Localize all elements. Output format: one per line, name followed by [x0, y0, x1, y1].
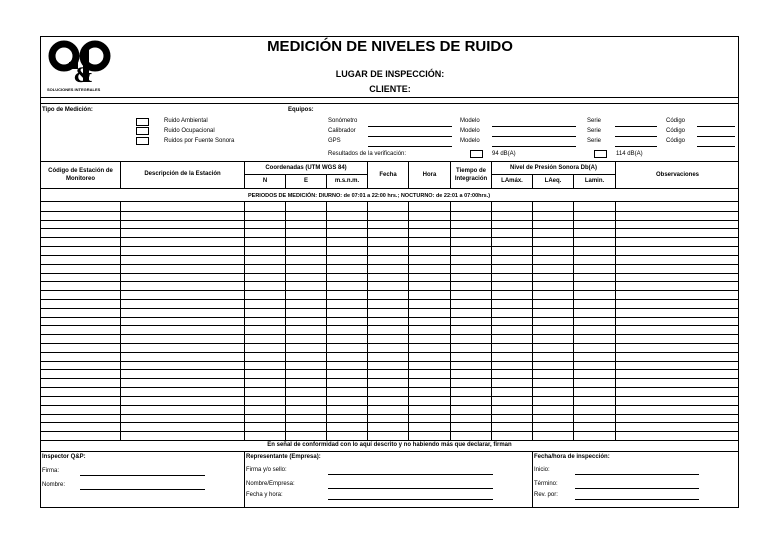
table-column-divider: [120, 202, 121, 440]
serie-label: Serie: [587, 128, 602, 134]
verif-114-label: 114 dB(A): [616, 151, 643, 157]
table-row[interactable]: [40, 334, 739, 335]
table-column-divider: [491, 202, 492, 440]
col-header-nivel: Nivel de Presión Sonora Db(A): [509, 165, 597, 171]
inicio-label: Inicio:: [534, 467, 550, 473]
table-column-divider: [532, 202, 533, 440]
col-header-e: E: [303, 178, 308, 184]
serie-label: Serie: [587, 138, 602, 144]
table-row[interactable]: [40, 246, 739, 247]
col-header-laeq: LAeq.: [544, 178, 562, 184]
conformidad-text: En señal de conformidad con lo aquí descrito y no habiendo más que declarar, firman: [267, 442, 512, 448]
table-row[interactable]: [40, 237, 739, 238]
modelo-field[interactable]: [492, 126, 576, 127]
logo-mark-icon: [47, 40, 115, 84]
table-row[interactable]: [40, 211, 739, 212]
type-label-ocupacional: Ruido Ocupacional: [164, 128, 215, 134]
nombre-label: Nombre:: [42, 482, 66, 488]
table-row[interactable]: [40, 369, 739, 370]
modelo-field[interactable]: [492, 146, 576, 147]
type-label-fuente: Ruidos por Fuente Sonora: [164, 138, 235, 144]
codigo-field[interactable]: [697, 146, 735, 147]
inspector-nombre-field[interactable]: [80, 489, 205, 490]
serie-label: Serie: [587, 118, 602, 124]
table-row[interactable]: [40, 290, 739, 291]
codigo-field[interactable]: [697, 136, 735, 137]
serie-field[interactable]: [615, 146, 657, 147]
codigo-label: Código: [666, 118, 686, 124]
verif-94-label: 94 dB(A): [492, 151, 516, 157]
page-title: MEDICIÓN DE NIVELES DE RUIDO: [267, 38, 513, 55]
calibrador-field[interactable]: [368, 136, 452, 137]
nombre-empresa-label: Nombre/Empresa:: [246, 481, 295, 487]
periodos-medicion: PERIODOS DE MEDICIÓN: DIURNO: de 07:01 a 22:00 hrs.; NOCTURNO: de 22:01 a 07:00hrs.): [248, 193, 491, 199]
table-column-divider: [285, 202, 286, 440]
col-header-lamin: Lamin.: [584, 178, 605, 184]
modelo-field[interactable]: [492, 136, 576, 137]
firma-sello-label: Firma y/o sello:: [246, 467, 287, 473]
table-row[interactable]: [40, 352, 739, 353]
checkbox-114db[interactable]: [594, 150, 607, 158]
equipo-calibrador: Calibrador: [328, 128, 356, 134]
col-header-n: N: [262, 178, 268, 184]
col-header-tiempo: Tiempo de Integración: [454, 168, 488, 182]
table-row[interactable]: [40, 361, 739, 362]
checkbox-ruido-ocupacional[interactable]: [136, 127, 149, 135]
table-row[interactable]: [40, 228, 739, 229]
gps-field[interactable]: [368, 146, 452, 147]
tipo-medicion-label: Tipo de Medición:: [42, 107, 93, 113]
form-sheet: [40, 36, 739, 508]
table-row[interactable]: [40, 281, 739, 282]
codigo-label: Código: [666, 128, 686, 134]
equipo-sonometro: Sonómetro: [328, 118, 358, 124]
col-header-coordenadas: Coordenadas (UTM WGS 84): [265, 165, 347, 171]
representante-label: Representante (Empresa):: [246, 454, 321, 460]
col-header-hora: Hora: [422, 172, 437, 178]
table-column-divider: [615, 202, 616, 440]
representante-firma-field[interactable]: [328, 474, 493, 475]
verificacion-label: Resultados de la verificación:: [328, 151, 407, 157]
table-row[interactable]: [40, 405, 739, 406]
modelo-label: Modelo: [460, 128, 480, 134]
table-row[interactable]: [40, 220, 739, 221]
checkbox-94db[interactable]: [470, 150, 483, 158]
col-header-msnm: m.s.n.m.: [334, 178, 360, 184]
termino-field[interactable]: [575, 488, 699, 489]
table-row[interactable]: [40, 431, 739, 432]
type-label-ambiental: Ruido Ambiental: [164, 118, 208, 124]
table-row[interactable]: [40, 422, 739, 423]
sonometro-field[interactable]: [368, 126, 452, 127]
table-row[interactable]: [40, 378, 739, 379]
modelo-label: Modelo: [460, 118, 480, 124]
inicio-field[interactable]: [575, 474, 699, 475]
table-row[interactable]: [40, 396, 739, 397]
table-row[interactable]: [40, 299, 739, 300]
rev-por-field[interactable]: [575, 499, 699, 500]
codigo-label: Código: [666, 138, 686, 144]
table-column-divider: [326, 202, 327, 440]
table-column-divider: [244, 202, 245, 440]
col-header-codigo: Código de Estación de Monitoreo: [48, 168, 113, 182]
lugar-inspeccion-label: LUGAR DE INSPECCIÓN:: [335, 69, 445, 79]
col-header-observaciones: Observaciones: [655, 172, 700, 178]
table-row[interactable]: [40, 273, 739, 274]
table-row[interactable]: [40, 387, 739, 388]
firma-label: Firma:: [42, 468, 59, 474]
col-header-lamax: LAmáx.: [501, 178, 523, 184]
cliente-label: CLIENTE:: [369, 84, 411, 94]
representante-nombre-field[interactable]: [328, 488, 493, 489]
representante-fecha-field[interactable]: [328, 499, 493, 500]
table-row[interactable]: [40, 414, 739, 415]
rev-por-label: Rev. por:: [534, 492, 558, 498]
inspector-label: Inspector Q&P:: [42, 454, 86, 460]
table-column-divider: [408, 202, 409, 440]
table-column-divider: [450, 202, 451, 440]
col-header-fecha: Fecha: [379, 172, 397, 178]
equipo-gps: GPS: [328, 138, 341, 144]
checkbox-ruido-ambiental[interactable]: [136, 118, 149, 126]
col-header-descripcion: Descripción de la Estación: [144, 171, 221, 177]
table-column-divider: [573, 202, 574, 440]
fecha-inspeccion-label: Fecha/hora de inspección:: [534, 454, 610, 460]
table-row[interactable]: [40, 343, 739, 344]
company-logo: [47, 40, 115, 92]
checkbox-ruido-fuente[interactable]: [136, 137, 149, 145]
table-row[interactable]: [40, 308, 739, 309]
table-row[interactable]: [40, 264, 739, 265]
table-column-divider: [367, 202, 368, 440]
equipos-label: Equipos:: [288, 107, 314, 113]
serie-field[interactable]: [615, 126, 657, 127]
serie-field[interactable]: [615, 136, 657, 137]
fecha-hora-label: Fecha y hora:: [246, 492, 283, 498]
modelo-label: Modelo: [460, 138, 480, 144]
termino-label: Término:: [534, 481, 558, 487]
logo-tagline: SOLUCIONES INTEGRALES: [47, 87, 101, 92]
inspector-firma-field[interactable]: [80, 475, 205, 476]
table-row[interactable]: [40, 325, 739, 326]
table-row[interactable]: [40, 255, 739, 256]
svg-text:&: &: [74, 63, 93, 84]
codigo-field[interactable]: [697, 126, 735, 127]
table-row[interactable]: [40, 317, 739, 318]
